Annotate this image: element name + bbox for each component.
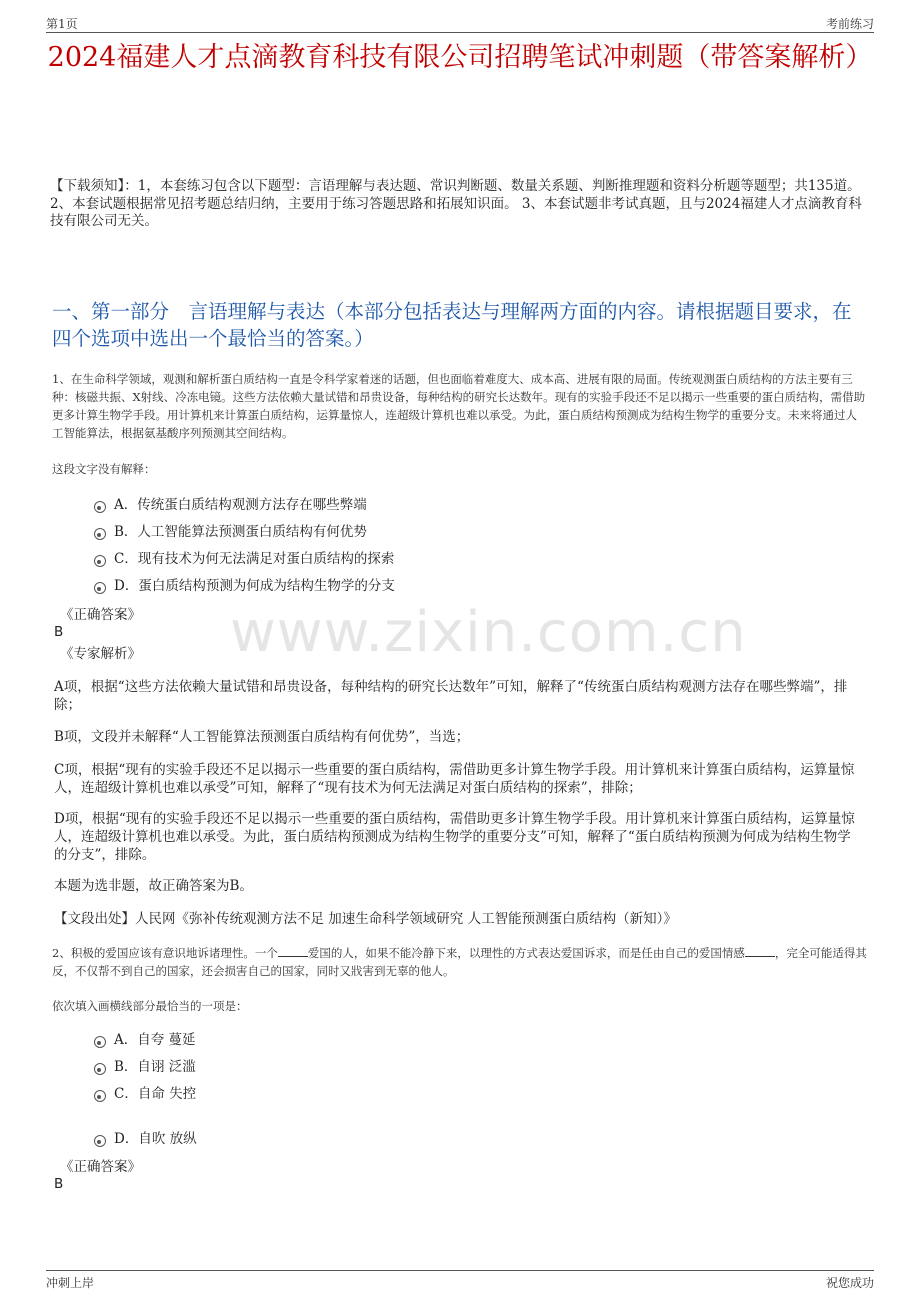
- footer-left: 冲刺上岸: [46, 1276, 95, 1290]
- fill-blank: [745, 946, 775, 957]
- q1-analysis-b: B项，文段并未解释“人工智能算法预测蛋白质结构有何优势”，当选；: [54, 729, 470, 745]
- q1-answer: B: [54, 624, 64, 640]
- radio-icon[interactable]: [94, 1036, 106, 1048]
- q2-answer-label: 《正确答案》: [60, 1159, 141, 1175]
- watermark: www.zixin.com.cn: [230, 600, 747, 665]
- fill-blank: [278, 946, 308, 957]
- footer-right: 祝您成功: [825, 1276, 874, 1290]
- q1-analysis-a: A项，根据“这些方法依赖大量试错和昂贵设备，每种结构的研究长达数年”可知，解释了“传统蛋白质结构观测方法存在哪些弊端”，排除；: [54, 679, 848, 713]
- q1-analysis-c: C项，根据“现有的实验手段还不足以揭示一些重要的蛋白质结构，需借助更多计算生物学手段。用计算机来计算蛋白质结构，运算量惊人，连超级计算机也难以承受”可知，解释了“现有技术为何无法满足对蛋白质结构的探索”，排除；: [54, 762, 855, 796]
- q1-option-d[interactable]: D．蛋白质结构预测为何成为结构生物学的分支: [94, 577, 395, 595]
- page-number: 第1页: [46, 17, 78, 31]
- download-notice: 【下载须知】：1，本套练习包含以下题型：言语理解与表达题、常识判断题、数量关系题、判断推理题和资料分析题等题型；共135道。 2、本套试题根据常见招考题总结归纳，主要用于练习答题思路和拓展知识面。 3、本套试题非考试真题，且与2024福建人才点滴教育科技有限公司无关。: [50, 178, 862, 229]
- radio-icon[interactable]: [94, 1135, 106, 1147]
- q1-question: 这段文字没有解释：: [52, 462, 156, 476]
- q1-option-c[interactable]: C．现有技术为何无法满足对蛋白质结构的探索: [94, 550, 394, 568]
- radio-icon[interactable]: [94, 555, 106, 567]
- radio-icon[interactable]: [94, 582, 106, 594]
- q2-question: 依次填入画横线部分最恰当的一项是：: [52, 999, 248, 1013]
- q2-option-a[interactable]: A．自夸 蔓延: [94, 1031, 196, 1049]
- section-title: 一、第一部分 言语理解与表达（本部分包括表达与理解两方面的内容。请根据题目要求，在四个选项中选出一个最恰当的答案。）: [52, 300, 852, 350]
- q1-option-b[interactable]: B．人工智能算法预测蛋白质结构有何优势: [94, 523, 367, 541]
- q2-stem: 2、积极的爱国应该有意识地诉诸理性。一个 爱国的人，如果不能冷静下来，以理性的方式表达爱国诉求，而是任由自己的爱国情感 ，完全可能适得其反，不仅帮不到自己的国家，还会损害自己的国家，同时又戕害到无辜的他人。: [52, 946, 867, 978]
- radio-icon[interactable]: [94, 1090, 106, 1102]
- document-title: 2024福建人才点滴教育科技有限公司招聘笔试冲刺题（带答案解析）: [47, 42, 873, 73]
- q2-option-c[interactable]: C．自命 失控: [94, 1085, 196, 1103]
- page-header: [46, 12, 874, 33]
- q2-option-d[interactable]: D．自吹 放纵: [94, 1130, 197, 1148]
- q1-analysis-d: D项，根据“现有的实验手段还不足以揭示一些重要的蛋白质结构，需借助更多计算生物学手段。用计算机来计算蛋白质结构，运算量惊人，连超级计算机也难以承受。为此，蛋白质结构预测成为结构生物学的重要分支”可知，解释了“蛋白质结构预测为何成为结构生物学的分支”，排除。: [54, 811, 855, 863]
- q2-option-b[interactable]: B．自诩 泛滥: [94, 1058, 196, 1076]
- page-footer: [46, 1270, 874, 1291]
- header-label: 考前练习: [825, 17, 874, 31]
- q1-analysis-label: 《专家解析》: [60, 646, 141, 662]
- q2-answer: B: [54, 1176, 64, 1192]
- q1-answer-label: 《正确答案》: [60, 607, 141, 623]
- q1-stem: 1、在生命科学领域，观测和解析蛋白质结构一直是令科学家着迷的话题，但也面临着难度大、成本高、进展有限的局面。传统观测蛋白质结构的方法主要有三种：核磁共振、X射线、冷冻电镜。这些方法依赖大量试错和昂贵设备，每种结构的研究长达数年。现有的实验手段还不足以揭示一些重要的蛋白质结构，需借助更多计算生物学手段。用计算机来计算蛋白质结构，运算量惊人，连超级计算机也难以承受。为此，蛋白质结构预测成为结构生物学的重要分支。未来将通过人工智能算法，根据氨基酸序列预测其空间结构。: [52, 372, 866, 440]
- q1-source: 【文段出处】人民网《弥补传统观测方法不足 加速生命科学领域研究 人工智能预测蛋白质结构（新知）》: [54, 911, 677, 927]
- radio-icon[interactable]: [94, 1063, 106, 1075]
- q1-option-a[interactable]: A．传统蛋白质结构观测方法存在哪些弊端: [94, 496, 367, 514]
- radio-icon[interactable]: [94, 528, 106, 540]
- radio-icon[interactable]: [94, 501, 106, 513]
- q1-conclusion: 本题为选非题，故正确答案为B。: [54, 878, 253, 894]
